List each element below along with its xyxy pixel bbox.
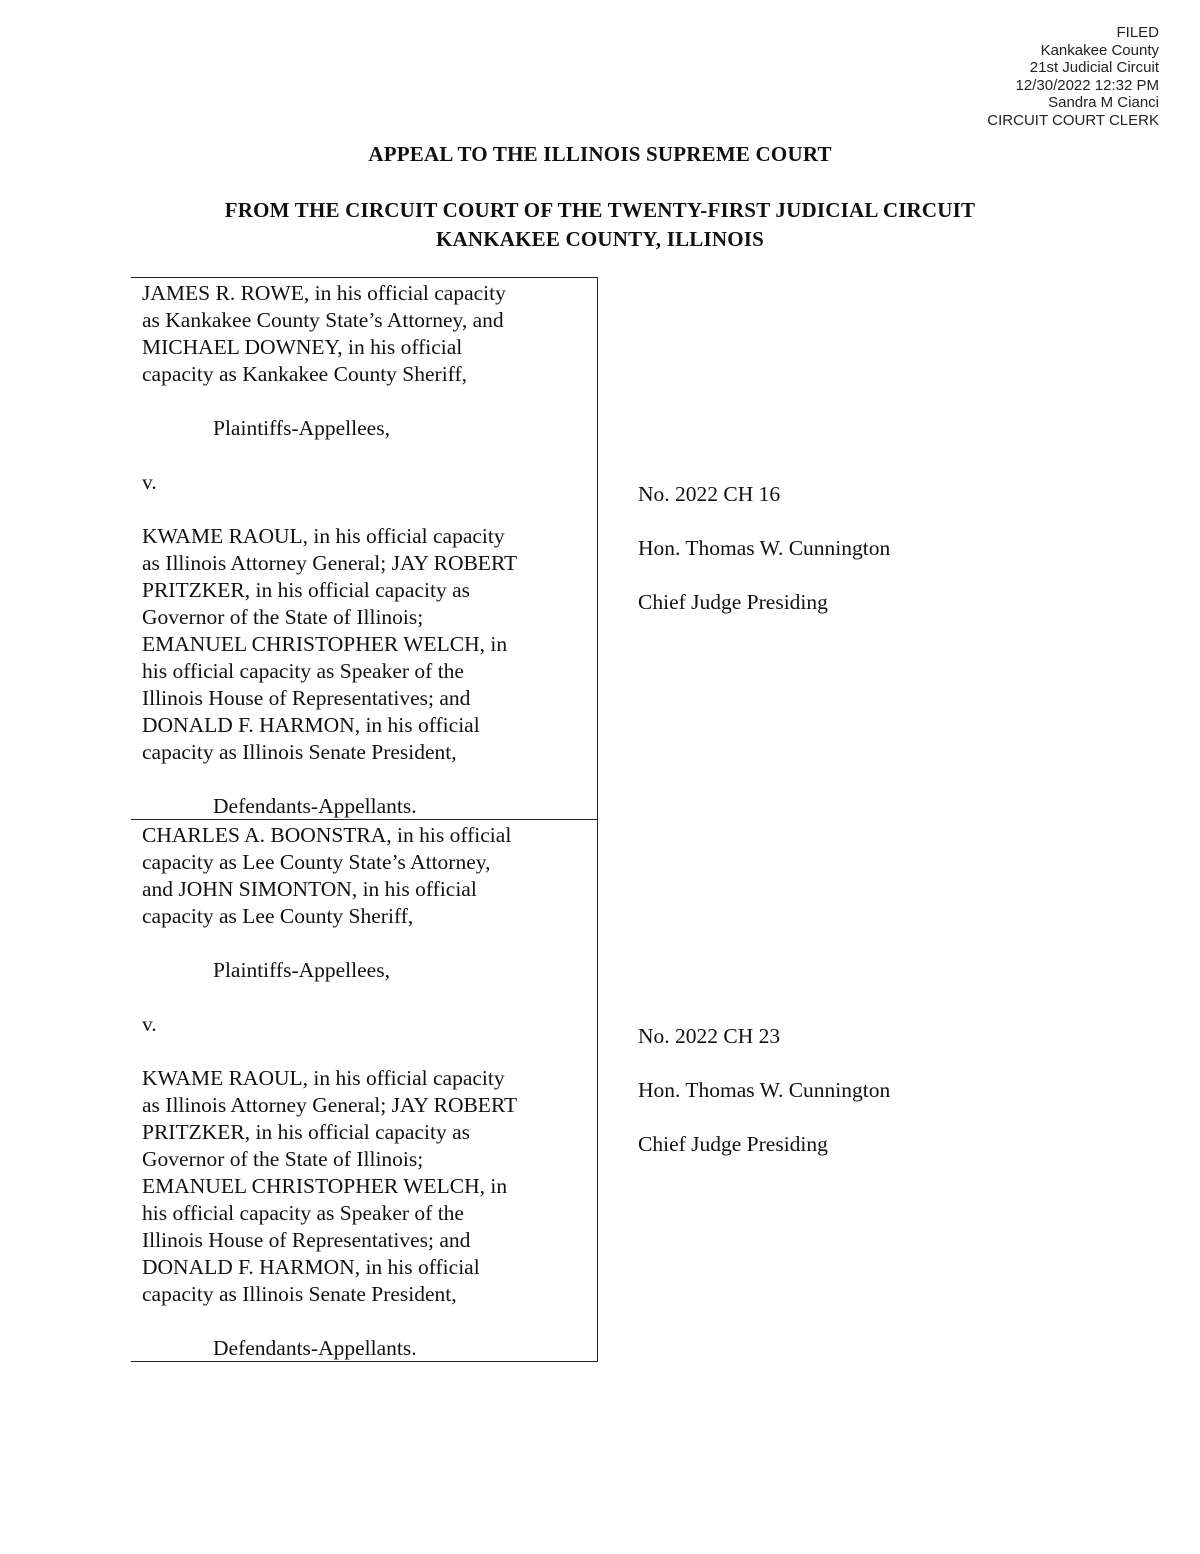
stamp-datetime: 12/30/2022 12:32 PM: [1015, 76, 1159, 94]
plaintiffs-names: JAMES R. ROWE, in his official capacity as Kankakee County State’s Attorney, and MICHAEL DOWNEY, in his official capacity as Kankakee County Sheriff,: [142, 281, 506, 386]
defendants-role: Defendants-Appellants.: [213, 1336, 417, 1360]
case-info: [638, 1023, 890, 1185]
stamp-clerk-title: CIRCUIT COURT CLERK: [987, 111, 1159, 129]
judge-name: Hon. Thomas W. Cunnington: [638, 536, 891, 560]
subtitle-line-2: KANKAKEE COUNTY, ILLINOIS: [435, 227, 765, 251]
stamp-circuit: 21st Judicial Circuit: [1029, 59, 1159, 77]
versus: v.: [142, 470, 157, 494]
stamp-clerk-name: Sandra M Cianci: [1048, 94, 1159, 112]
plaintiffs-role: Plaintiffs-Appellees,: [213, 958, 390, 982]
case-caption-box: [131, 277, 598, 820]
case-info: [638, 481, 890, 643]
case-number: No. 2022 CH 23: [638, 1024, 781, 1048]
plaintiffs-names: CHARLES A. BOONSTRA, in his official capacity as Lee County State’s Attorney, and JOHN SIMONTON, in his official capacity as Lee County Sheriff,: [142, 823, 512, 928]
defendants-names: KWAME RAOUL, in his official capacity as Illinois Attorney General; JAY ROBERT PRITZKER, in his official capacity as Governor of the State of Illinois; EMANUEL CHRISTOPHER WELCH, in his official capacity as Speaker of the Illinois House of Representatives; and DONALD F. HARMON, in his official capacity as Illinois Senate President,: [142, 524, 518, 764]
document-title: APPEAL TO THE ILLINOIS SUPREME COURT: [368, 142, 832, 166]
judge-title: Chief Judge Presiding: [638, 1132, 828, 1156]
defendants-role: Defendants-Appellants.: [213, 794, 417, 818]
plaintiffs-role: Plaintiffs-Appellees,: [213, 416, 390, 440]
case-caption-box: [131, 819, 598, 1362]
stamp-county: Kankakee County: [1040, 41, 1159, 59]
defendants-names: KWAME RAOUL, in his official capacity as Illinois Attorney General; JAY ROBERT PRITZKER, in his official capacity as Governor of the State of Illinois; EMANUEL CHRISTOPHER WELCH, in his official capacity as Speaker of the Illinois House of Representatives; and DONALD F. HARMON, in his official capacity as Illinois Senate President,: [142, 1066, 518, 1306]
judge-name: Hon. Thomas W. Cunnington: [638, 1078, 891, 1102]
document-subtitle: [0, 196, 1200, 254]
filing-stamp: [987, 24, 1159, 130]
stamp-status: FILED: [1116, 24, 1159, 41]
subtitle-line-1: FROM THE CIRCUIT COURT OF THE TWENTY-FIRST JUDICIAL CIRCUIT: [224, 198, 976, 222]
versus: v.: [142, 1012, 157, 1036]
judge-title: Chief Judge Presiding: [638, 590, 828, 614]
case-number: No. 2022 CH 16: [638, 482, 781, 506]
